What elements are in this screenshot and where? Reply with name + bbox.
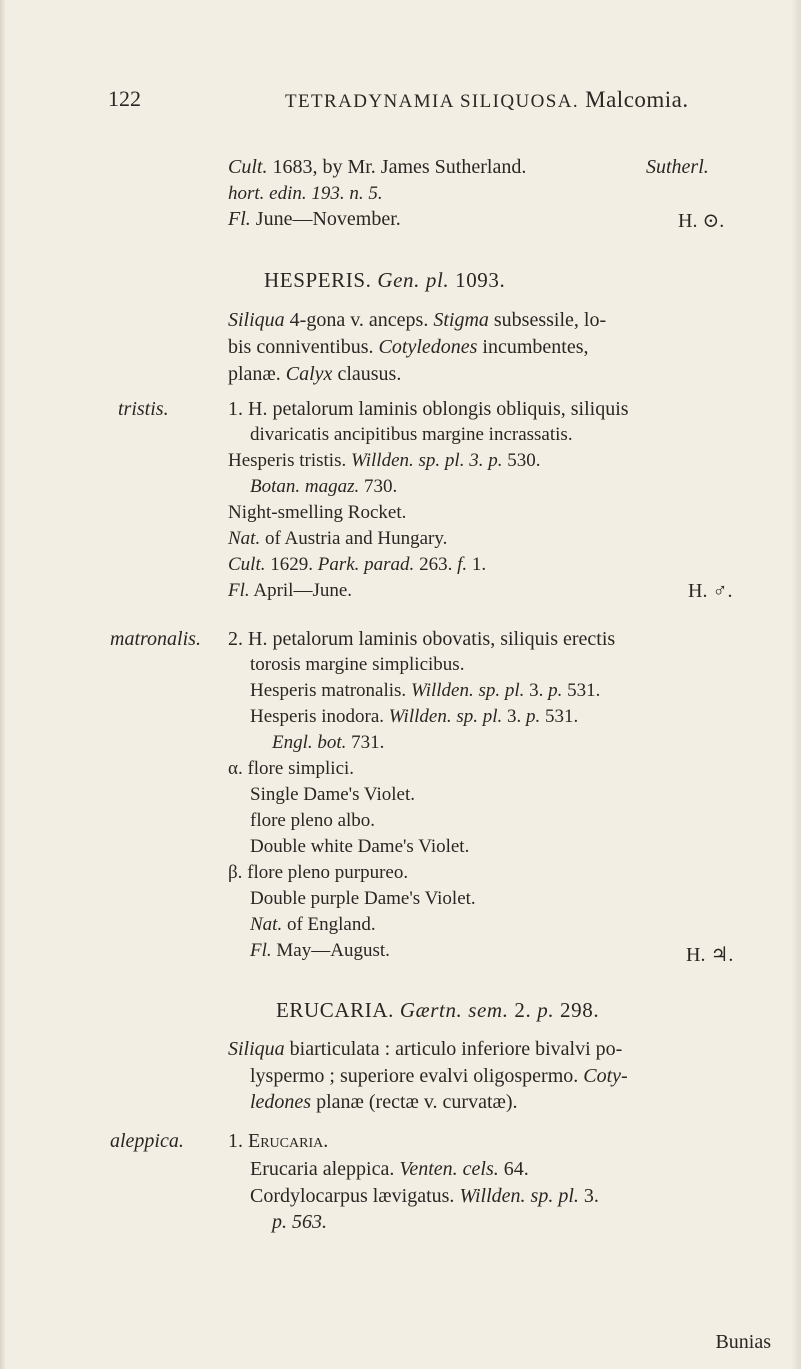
synonym: Hesperis inodora.	[250, 706, 385, 727]
genus-desc-line	[228, 309, 606, 332]
ref-page: 64.	[503, 1158, 529, 1180]
ref: Willden. sp. pl.	[459, 1185, 579, 1207]
species-diagnosis: 1. H. petalorum laminis oblongis obliquis, siliquis	[228, 398, 629, 420]
habit-mark: H. ⊙.	[678, 210, 725, 232]
desc-term: Stigma	[433, 309, 489, 331]
desc-text: subsessile, lo-	[493, 309, 607, 331]
ref-page: 263.	[419, 554, 453, 575]
cult-text: 1683, by Mr. James Sutherland.	[272, 156, 527, 178]
cult-line	[228, 156, 526, 179]
desc-term: Cotyledones	[378, 336, 478, 358]
page-number: 122	[108, 86, 141, 111]
fl-text: June—November.	[255, 208, 401, 230]
species-diagnosis-cont: torosis margine simplicibus.	[250, 654, 465, 675]
synonym-line	[250, 706, 578, 728]
synonym-line	[250, 1158, 529, 1181]
gen-num: 1093.	[455, 268, 506, 292]
cult-label: Cult.	[228, 554, 266, 575]
genus-desc-line	[250, 1091, 518, 1114]
p-label: p.	[526, 706, 541, 727]
fl-text: May—August.	[276, 940, 390, 961]
ref: Botan. magaz.	[250, 476, 360, 497]
page-right-edge	[791, 0, 801, 1369]
synonym: Erucaria aleppica.	[250, 1158, 395, 1180]
desc-text: 4-gona v. anceps.	[289, 309, 429, 331]
gen-ref: Gærtn. sem.	[399, 998, 509, 1022]
common-name: Single Dame's Violet.	[250, 784, 415, 805]
page-left-edge	[0, 0, 6, 1369]
desc-term: Siliqua	[228, 309, 285, 331]
desc-text: bis conniventibus.	[228, 336, 374, 358]
ref-vol: 3.	[507, 706, 522, 727]
variety-beta: β. flore pleno purpureo.	[228, 862, 409, 883]
cult-year: 1629.	[270, 554, 313, 575]
catchword: Bunias	[715, 1331, 771, 1353]
flowering-line	[250, 940, 390, 962]
ref-vol: 3.	[529, 680, 544, 701]
fig-label: f.	[457, 554, 468, 575]
genus-desc-line	[228, 363, 401, 386]
synonym: Hesperis tristis.	[228, 450, 347, 471]
desc-term: Calyx	[285, 363, 333, 385]
gen-vol: 2.	[514, 998, 532, 1022]
reference-line	[250, 476, 397, 498]
reference-line	[272, 732, 384, 754]
ref-page: 731.	[351, 732, 385, 753]
ref: Willden. sp. pl. 3. p.	[350, 450, 503, 471]
habit-mark: H. ♃.	[686, 944, 734, 966]
desc-text: incumbentes,	[482, 336, 589, 358]
species-diagnosis-cont: divaricatis ancipitibus margine incrassatis.	[250, 424, 573, 445]
species-entry: 1. Erucaria.	[228, 1130, 329, 1152]
native-line	[228, 528, 447, 550]
desc-text: lyspermo ; superiore evalvi oligospermo.	[250, 1065, 579, 1087]
synonym-line	[250, 1185, 599, 1208]
fl-label: Fl.	[250, 940, 272, 961]
desc-text: clausus.	[337, 363, 402, 385]
genus-desc-line	[228, 1038, 622, 1061]
p-label: p.	[548, 680, 563, 701]
habit-mark: H. ♂.	[688, 580, 733, 602]
ref-page: 530.	[507, 450, 541, 471]
common-name: Night-smelling Rocket.	[228, 502, 407, 523]
cult-line	[228, 554, 486, 576]
reference-page: p. 563.	[272, 1211, 327, 1233]
nat-label: Nat.	[228, 528, 261, 549]
common-name: Double purple Dame's Violet.	[250, 888, 476, 909]
variety-alpha: α. flore simplici.	[228, 758, 355, 779]
ref-page: 531.	[567, 680, 601, 701]
desc-text: planæ (rectæ v. curvatæ).	[316, 1091, 518, 1113]
nat-text: of England.	[286, 914, 376, 935]
species-diagnosis: 2. H. petalorum laminis obovatis, siliquis erectis	[228, 628, 616, 650]
synonym-line	[228, 450, 540, 472]
genus-desc-line	[228, 336, 589, 359]
desc-text: planæ.	[228, 363, 281, 385]
ref-page: 531.	[545, 706, 579, 727]
margin-species-aleppica: aleppica.	[110, 1130, 184, 1152]
genus-desc-line	[250, 1065, 628, 1088]
fig-num: 1.	[471, 554, 487, 575]
fl-label: Fl.	[228, 208, 251, 230]
fl-text: April—June.	[253, 580, 353, 601]
flowering-line	[228, 208, 401, 231]
running-head	[285, 87, 689, 113]
nat-text: of Austria and Hungary.	[264, 528, 448, 549]
gen-page: 298.	[560, 998, 600, 1022]
desc-term: Coty-	[583, 1065, 628, 1087]
cult-label: Cult.	[228, 156, 268, 178]
ref-vol: 3.	[583, 1185, 599, 1207]
desc-text: biarticulata : articulo inferiore bivalvi po-	[289, 1038, 623, 1060]
ref: Engl. bot.	[272, 732, 347, 753]
synonym-line	[250, 680, 600, 702]
ref: Willden. sp. pl.	[410, 680, 525, 701]
common-name: Double white Dame's Violet.	[250, 836, 470, 857]
ref-page: 730.	[364, 476, 398, 497]
fl-label: Fl.	[228, 580, 250, 601]
native-line	[250, 914, 376, 936]
ref: Park. parad.	[317, 554, 415, 575]
margin-species-matronalis: matronalis.	[110, 628, 201, 650]
ref: Venten. cels.	[399, 1158, 499, 1180]
running-head-genus: Malcomia.	[585, 87, 689, 112]
gen-ref: Gen. pl.	[377, 268, 450, 292]
variety-desc: flore pleno albo.	[250, 810, 376, 831]
ref: Willden. sp. pl.	[388, 706, 503, 727]
genus-name: ERUCARIA.	[276, 998, 394, 1022]
flowering-line	[228, 580, 352, 602]
synonym: Cordylocarpus lævigatus.	[250, 1185, 455, 1207]
hort-ref: hort. edin. 193. n. 5.	[228, 183, 383, 204]
running-head-class: TETRADYNAMIA SILIQUOSA.	[285, 91, 579, 112]
genus-heading-hesperis	[264, 268, 505, 293]
desc-term: ledones	[250, 1091, 312, 1113]
genus-name: HESPERIS.	[264, 268, 372, 292]
genus-heading-erucaria	[276, 998, 599, 1023]
p-label: p.	[537, 998, 555, 1022]
desc-term: Siliqua	[228, 1038, 285, 1060]
nat-label: Nat.	[250, 914, 283, 935]
margin-species-tristis: tristis.	[118, 398, 169, 420]
sutherl-ref: Sutherl.	[646, 156, 709, 178]
synonym: Hesperis matronalis.	[250, 680, 407, 701]
